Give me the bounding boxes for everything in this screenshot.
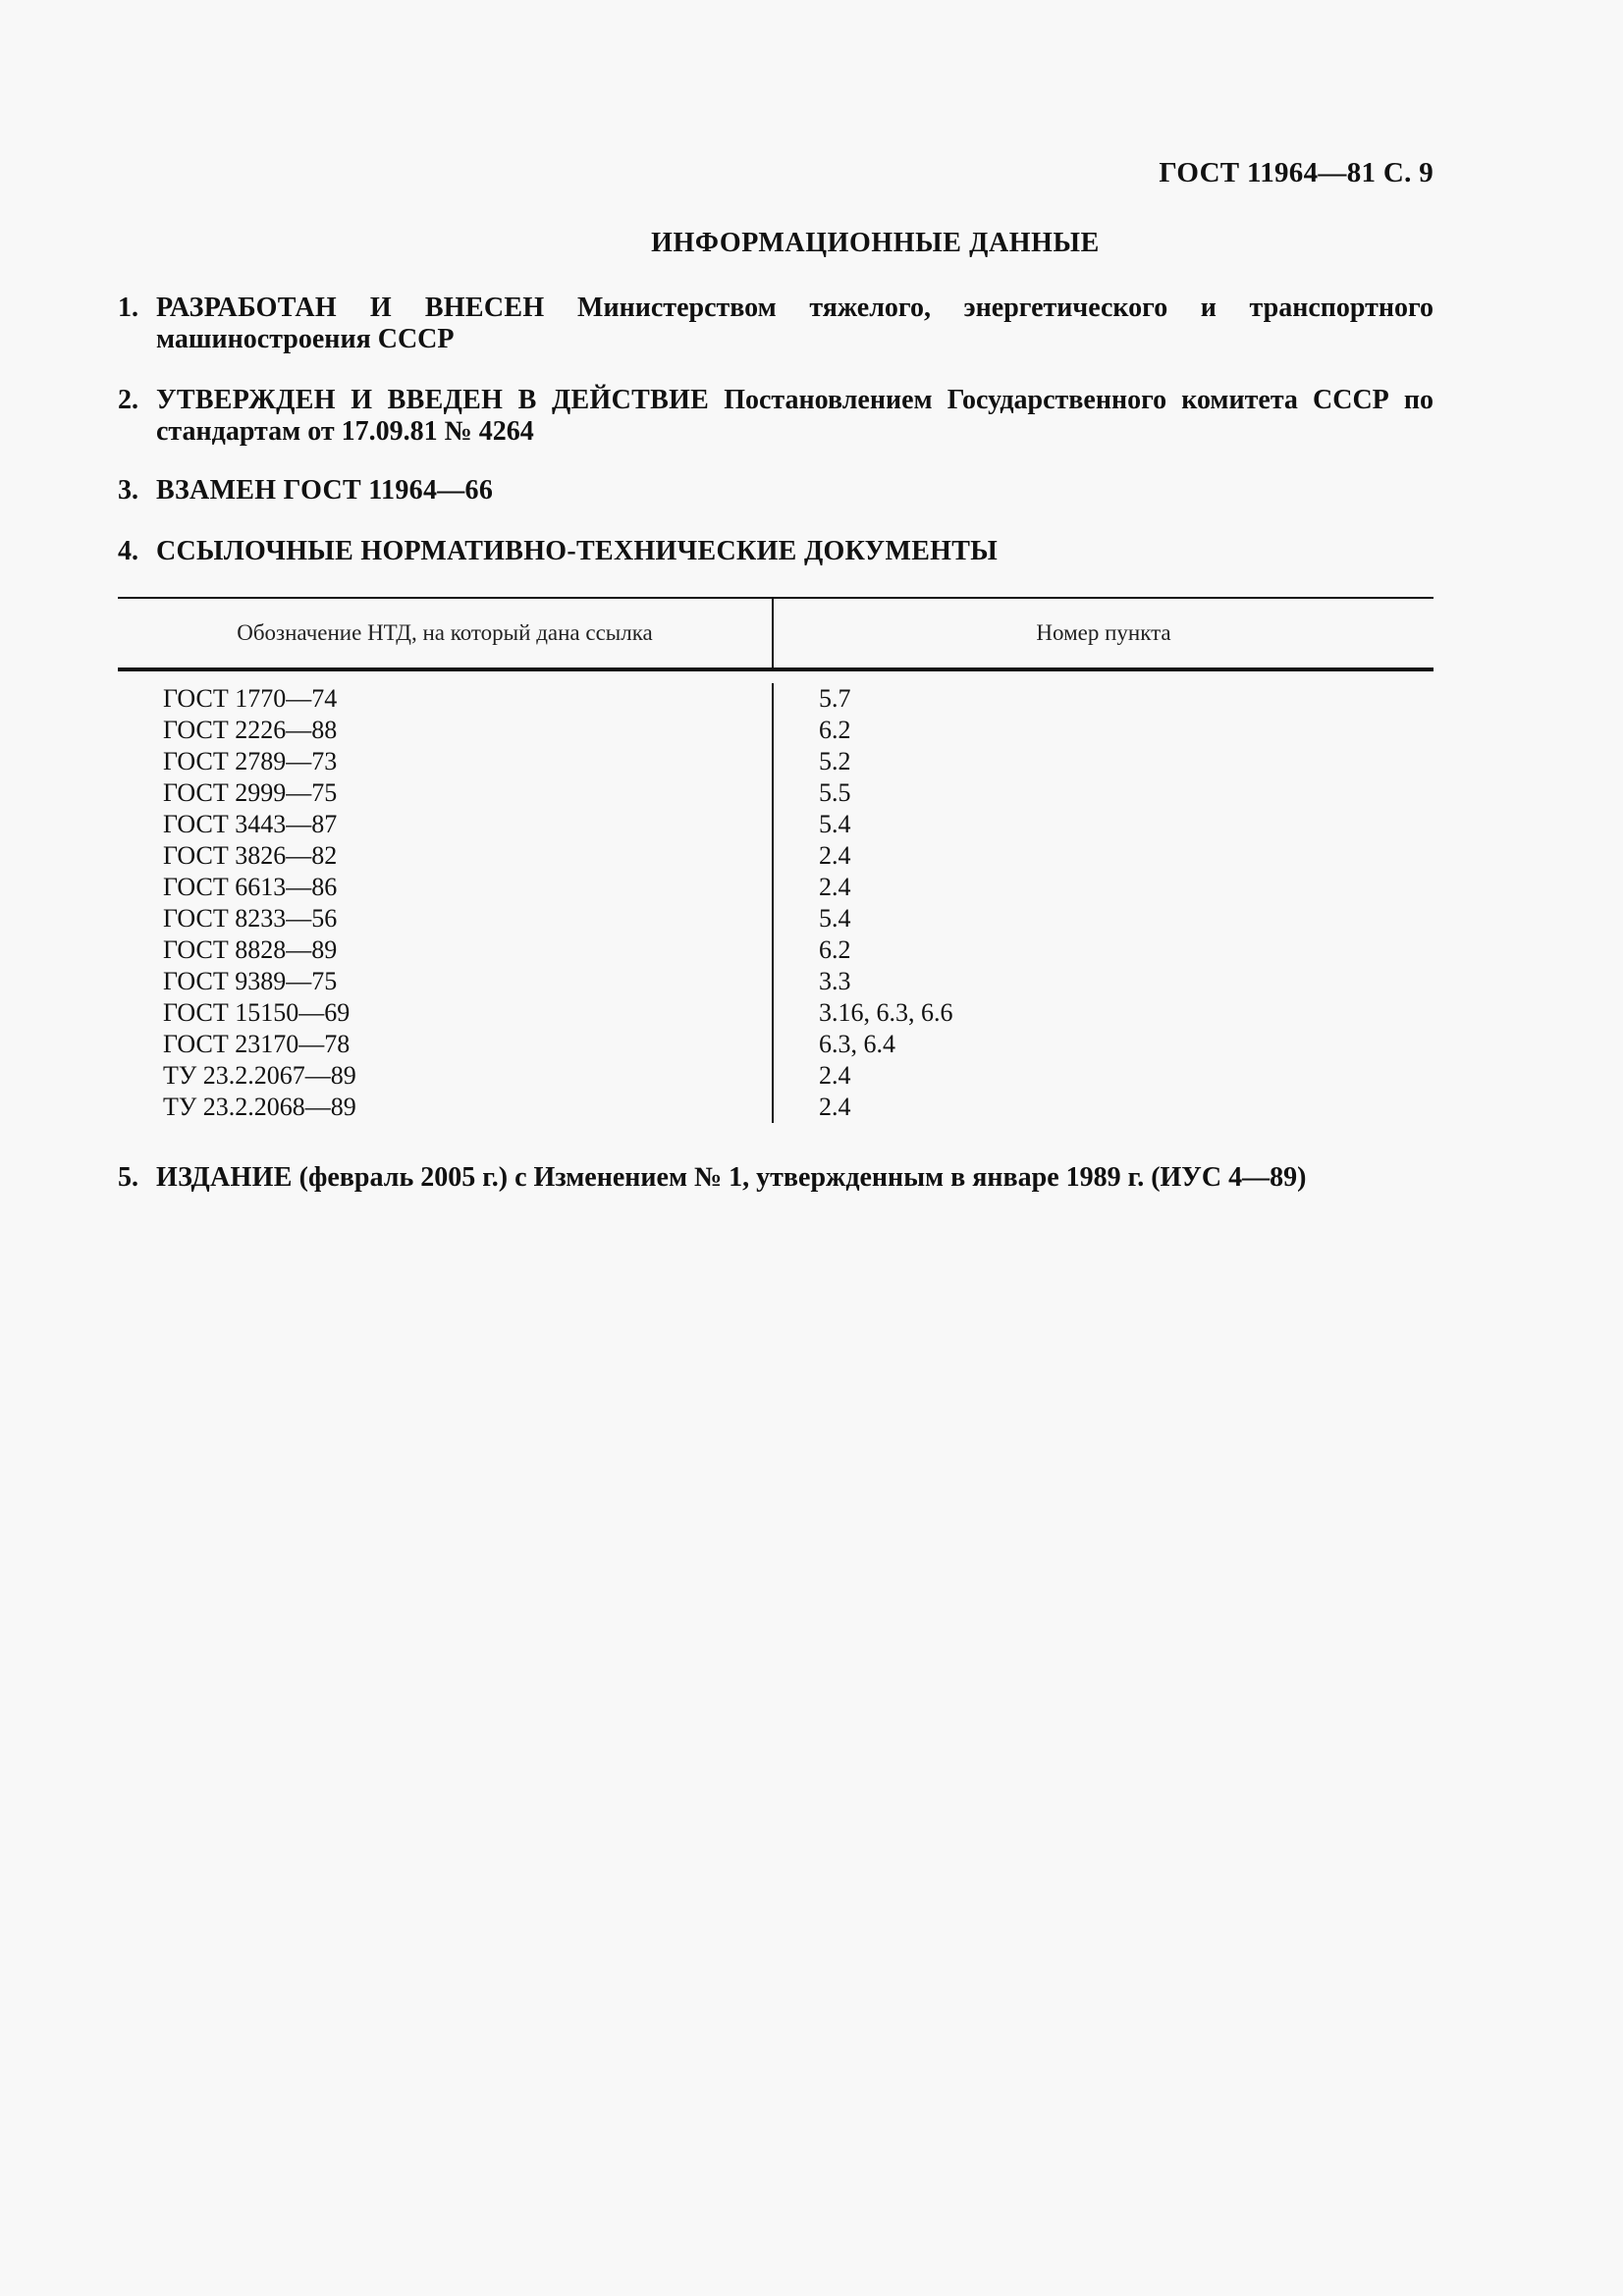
- table-cell-designation: ТУ 23.2.2067—89: [163, 1061, 356, 1090]
- item-2: [118, 385, 1434, 448]
- item-number: 1.: [118, 293, 138, 323]
- table-cell-clause: 6.2: [819, 935, 851, 964]
- table-cell-designation: ГОСТ 6613—86: [163, 873, 338, 901]
- column-header-clause: Номер пункта: [1036, 620, 1171, 645]
- item-3: [118, 475, 1434, 507]
- table-cell-designation: ГОСТ 1770—74: [163, 684, 338, 713]
- table-cell-clause: 5.4: [819, 810, 851, 838]
- table-cell-designation: ГОСТ 3443—87: [163, 810, 338, 838]
- reference-table: [118, 597, 1434, 1125]
- table-cell-clause: 2.4: [819, 873, 851, 901]
- table-header-row: [118, 599, 1434, 671]
- item-number: 2.: [118, 385, 138, 415]
- item-lead: РАЗРАБОТАН И ВНЕСЕН: [156, 293, 545, 323]
- item-lead: ИЗДАНИЕ: [156, 1162, 293, 1193]
- page-header: ГОСТ 11964—81 С. 9: [1159, 157, 1434, 188]
- item-number: 4.: [118, 536, 138, 566]
- table-cell-designation: ГОСТ 3826—82: [163, 841, 338, 870]
- table-cell-clause: 6.3, 6.4: [819, 1030, 895, 1058]
- item-lead: ССЫЛОЧНЫЕ НОРМАТИВНО-ТЕХНИЧЕСКИЕ ДОКУМЕНТЫ: [156, 536, 999, 566]
- table-cell-clause: 5.7: [819, 684, 851, 713]
- table-cell-clause: 3.3: [819, 967, 851, 995]
- item-number: 3.: [118, 475, 138, 506]
- table-cell-designation: ГОСТ 9389—75: [163, 967, 338, 995]
- table-cell-designation: ГОСТ 23170—78: [163, 1030, 351, 1058]
- section-title: ИНФОРМАЦИОННЫЕ ДАННЫЕ: [651, 228, 1100, 258]
- table-cell-clause: 5.2: [819, 747, 851, 775]
- clause-column: [774, 683, 1434, 1123]
- table-cell-clause: 6.2: [819, 716, 851, 744]
- item-text: Постановлением Государственного комитета СССР по стандартам от 17.09.81 № 4264: [156, 385, 1434, 447]
- item-1: [118, 293, 1434, 355]
- item-number: 5.: [118, 1162, 138, 1193]
- table-cell-clause: 5.4: [819, 904, 851, 933]
- column-header-designation: Обозначение НТД, на который дана ссылка: [118, 599, 774, 667]
- item-lead: ВЗАМЕН ГОСТ 11964—66: [156, 475, 494, 506]
- table-body: [118, 671, 1434, 1125]
- item-4: [118, 536, 1434, 567]
- table-cell-designation: ГОСТ 2999—75: [163, 778, 338, 807]
- item-text: (февраль 2005 г.) с Изменением № 1, утвержденным в январе 1989 г. (ИУС 4—89): [292, 1162, 1307, 1193]
- designation-column: [118, 683, 774, 1123]
- item-text: Министерством тяжелого, энергетического и транспортного машиностроения СССР: [156, 293, 1434, 354]
- table-cell-clause: 2.4: [819, 1061, 851, 1090]
- table-cell-designation: ГОСТ 8233—56: [163, 904, 338, 933]
- table-cell-designation: ГОСТ 2226—88: [163, 716, 338, 744]
- table-cell-designation: ГОСТ 15150—69: [163, 998, 351, 1027]
- item-lead: УТВЕРЖДЕН И ВВЕДЕН В ДЕЙСТВИЕ: [156, 385, 710, 415]
- table-cell-clause: 3.16, 6.3, 6.6: [819, 998, 953, 1027]
- table-cell-designation: ГОСТ 2789—73: [163, 747, 338, 775]
- table-cell-designation: ТУ 23.2.2068—89: [163, 1093, 356, 1121]
- table-cell-clause: 2.4: [819, 1093, 851, 1121]
- item-5: [118, 1162, 1434, 1194]
- table-cell-clause: 5.5: [819, 778, 851, 807]
- table-cell-clause: 2.4: [819, 841, 851, 870]
- table-cell-designation: ГОСТ 8828—89: [163, 935, 338, 964]
